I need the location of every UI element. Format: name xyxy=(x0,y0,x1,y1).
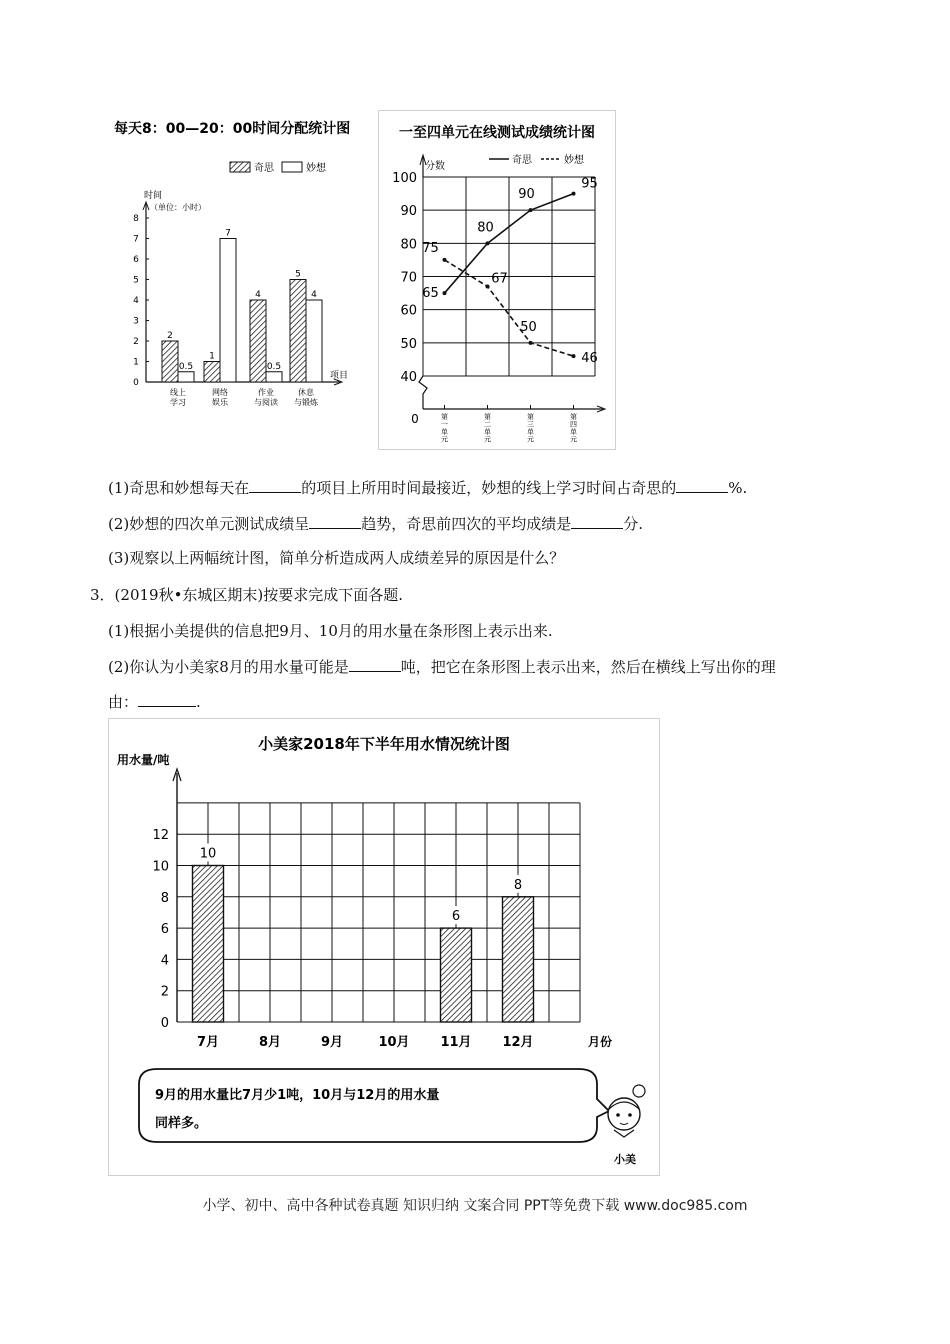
question-3-1 xyxy=(108,620,553,642)
y-tick-label: 100 xyxy=(392,171,417,186)
bar-miaoxiang xyxy=(306,300,322,382)
q3-2-text-b: 吨，把它在条形图上表示出来，然后在横线上写出你的理 xyxy=(400,658,776,676)
q3-title-text: 3．(2019秋•东城区期末)按要求完成下面各题. xyxy=(90,586,404,604)
y-tick-label: 2 xyxy=(133,337,139,347)
q2-1-text-c: %. xyxy=(728,479,748,497)
x-category-char: 四 xyxy=(570,420,577,429)
score-line-chart xyxy=(378,110,616,450)
q3-1-text: (1)根据小美提供的信息把9月、10月的用水量在条形图上表示出来. xyxy=(108,622,553,640)
y-tick-label: 80 xyxy=(400,237,417,253)
x-category-char: 元 xyxy=(441,435,448,444)
x-axis-label: 月份 xyxy=(587,1035,613,1049)
x-category-label-line2: 娱乐 xyxy=(212,398,228,407)
q2-2-text-a: (2)妙想的四次单元测试成绩呈 xyxy=(108,515,310,533)
y-tick-label: 0 xyxy=(133,378,139,388)
legend-swatch-miaoxiang xyxy=(282,162,302,172)
legend-label-qisi: 奇思 xyxy=(254,163,274,174)
y-axis-label: 用水量/吨 xyxy=(117,753,170,767)
x-category-label-line1: 线上 xyxy=(170,388,186,397)
bar-value-label: 8 xyxy=(513,877,523,893)
answer-blank-q3-2-a[interactable] xyxy=(349,655,401,672)
bar-value-label: 4 xyxy=(255,290,261,300)
girl-hair-bun xyxy=(633,1085,645,1097)
x-category-label-line1: 网络 xyxy=(212,388,228,397)
x-category-char: 单 xyxy=(570,428,577,436)
x-category-label-line2: 学习 xyxy=(170,398,186,407)
data-label: 67 xyxy=(491,271,508,287)
legend-label-miaoxiang: 妙想 xyxy=(564,155,584,166)
y-tick-label: 4 xyxy=(133,296,139,306)
bar-qisi xyxy=(162,341,178,382)
legend-label-miaoxiang: 妙想 xyxy=(306,163,326,174)
x-category-label-line1: 休息 xyxy=(298,388,314,397)
x-category-char: 第 xyxy=(527,413,534,421)
bar-value-label: 5 xyxy=(295,269,301,280)
data-label: 46 xyxy=(581,351,598,367)
y-tick-label: 8 xyxy=(160,890,169,906)
data-point xyxy=(486,284,490,288)
answer-blank-q2-2-b[interactable] xyxy=(571,512,623,529)
y-tick-label: 60 xyxy=(400,303,417,319)
bar-value-label: 4 xyxy=(311,290,317,300)
chart1-title: 每天8：00—20：00时间分配统计图 xyxy=(114,121,351,137)
bar-qisi xyxy=(290,280,306,383)
page-footer: 小学、初中、高中各种试卷真题 知识归纳 文案合同 PPT等免费下载 www.doc985.com xyxy=(202,1198,748,1214)
time-allocation-chart xyxy=(108,110,370,445)
answer-blank-q2-1-b[interactable] xyxy=(676,476,728,493)
question-3-2-cont xyxy=(108,690,201,713)
y-tick-label: 6 xyxy=(133,255,139,265)
character-name-label: 小美 xyxy=(614,1153,636,1166)
y-tick-label: 50 xyxy=(400,336,417,352)
q3-2-text-a: (2)你认为小美家8月的用水量可能是 xyxy=(108,658,349,676)
y-tick-label: 1 xyxy=(133,357,139,368)
x-category-char: 第 xyxy=(441,413,448,421)
x-category-char: 二 xyxy=(484,420,491,429)
girl-eye-left xyxy=(616,1113,620,1117)
chart2-title: 一至四单元在线测试成绩统计图 xyxy=(399,125,595,141)
y-tick-label: 6 xyxy=(160,922,169,938)
x-category-label-line1: 作业 xyxy=(258,388,274,397)
q3-2-text-c: 由： xyxy=(108,693,139,711)
y-tick-label: 2 xyxy=(160,984,169,1000)
girl-eye-right xyxy=(628,1113,632,1117)
x-category-label: 12月 xyxy=(502,1035,534,1050)
x-category-char: 元 xyxy=(484,435,491,444)
x-category-label: 7月 xyxy=(196,1035,220,1050)
origin-label: 0 xyxy=(411,412,419,426)
bar-miaoxiang xyxy=(266,372,282,382)
question-3-2 xyxy=(108,655,776,678)
bar-value-label: 10 xyxy=(199,846,217,862)
x-category-char: 一 xyxy=(441,420,448,429)
speech-bubble-text-line1: 9月的用水量比7月少1吨，10月与12月的用水量 xyxy=(155,1088,440,1103)
x-category-char: 第 xyxy=(484,413,491,421)
y-tick-label: 40 xyxy=(400,370,417,385)
x-category-label-line2: 与阅读 xyxy=(254,398,278,407)
q2-1-text-a: (1)奇思和妙想每天在 xyxy=(108,479,250,497)
speech-bubble-text-line2: 同样多。 xyxy=(155,1116,208,1131)
q3-2-text-d: . xyxy=(196,693,201,711)
x-category-char: 第 xyxy=(570,413,577,421)
bar-value-label: 1 xyxy=(209,351,215,362)
girl-collar xyxy=(614,1130,634,1137)
bar-miaoxiang xyxy=(220,239,236,383)
bar-qisi xyxy=(250,300,266,382)
bar-value-label: 0.5 xyxy=(178,361,194,372)
data-label: 80 xyxy=(477,220,494,236)
x-category-char: 单 xyxy=(441,428,448,436)
data-label: 95 xyxy=(581,176,598,192)
x-category-label-line2: 与锻炼 xyxy=(294,398,318,407)
data-label: 50 xyxy=(520,319,537,335)
data-point xyxy=(443,291,447,295)
score-line-svg xyxy=(379,111,615,449)
y-tick-label: 90 xyxy=(400,204,417,220)
y-tick-label: 5 xyxy=(133,275,139,286)
bar-value-label: 2 xyxy=(167,331,173,341)
legend-swatch-qisi xyxy=(230,162,250,172)
legend-label-qisi: 奇思 xyxy=(512,155,532,166)
data-point xyxy=(529,341,533,345)
data-point xyxy=(572,192,576,196)
answer-blank-q2-1-a[interactable] xyxy=(249,476,301,493)
x-category-char: 三 xyxy=(527,420,534,429)
answer-blank-q2-2-a[interactable] xyxy=(309,512,361,529)
y-axis-break xyxy=(419,376,427,409)
water-bar xyxy=(441,928,472,1022)
data-point xyxy=(572,354,576,358)
x-category-char: 元 xyxy=(570,435,577,444)
water-bar xyxy=(193,866,224,1023)
data-label: 90 xyxy=(518,187,535,203)
x-category-label: 9月 xyxy=(320,1035,344,1050)
question-2-3 xyxy=(108,547,564,569)
q2-2-text-b: 趋势，奇思前四次的平均成绩是 xyxy=(361,515,572,533)
y-tick-label: 12 xyxy=(152,828,169,844)
y-tick-label: 3 xyxy=(133,316,139,327)
bar-value-label: 6 xyxy=(451,909,461,925)
time-allocation-svg xyxy=(108,110,370,445)
bar-qisi xyxy=(204,362,220,383)
y-axis-label-line1: 时间 xyxy=(144,191,163,201)
y-tick-label: 4 xyxy=(160,953,169,969)
x-axis-label: 项目 xyxy=(330,371,349,381)
bar-value-label: 7 xyxy=(225,228,231,239)
water-usage-chart xyxy=(108,718,660,1176)
x-category-label: 8月 xyxy=(258,1035,282,1050)
y-tick-label: 8 xyxy=(133,214,139,224)
x-category-label: 10月 xyxy=(378,1035,410,1050)
y-tick-label: 7 xyxy=(133,234,139,245)
answer-blank-q3-2-b[interactable] xyxy=(138,690,196,707)
water-bar xyxy=(503,897,534,1022)
question-2-2 xyxy=(108,512,643,535)
speech-bubble xyxy=(139,1069,609,1142)
bar-value-label: 0.5 xyxy=(266,361,282,372)
bar-miaoxiang xyxy=(178,372,194,382)
question-3-title xyxy=(90,584,403,606)
data-label: 65 xyxy=(422,286,439,302)
y-axis-label: 分数 xyxy=(425,161,445,172)
question-2-1 xyxy=(108,476,747,499)
data-point xyxy=(529,208,533,212)
data-point xyxy=(443,258,447,262)
x-category-char: 单 xyxy=(527,428,534,436)
y-tick-label: 10 xyxy=(152,859,169,875)
x-category-char: 元 xyxy=(527,435,534,444)
x-category-char: 单 xyxy=(484,428,491,436)
data-label: 75 xyxy=(422,240,439,256)
chart3-title: 小美家2018年下半年用水情况统计图 xyxy=(258,735,510,753)
q2-1-text-b: 的项目上所用时间最接近，妙想的线上学习时间占奇思的 xyxy=(301,479,677,497)
y-tick-label: 0 xyxy=(160,1016,169,1031)
q2-2-text-c: 分. xyxy=(623,515,644,533)
y-axis-label-line2: （单位：小时） xyxy=(150,203,206,212)
q2-3-text: (3)观察以上两幅统计图，简单分析造成两人成绩差异的原因是什么？ xyxy=(108,549,565,567)
x-category-label: 11月 xyxy=(440,1035,472,1050)
water-usage-svg xyxy=(109,719,659,1175)
data-point xyxy=(486,241,490,245)
y-tick-label: 70 xyxy=(400,270,417,286)
girl-head xyxy=(608,1098,640,1130)
